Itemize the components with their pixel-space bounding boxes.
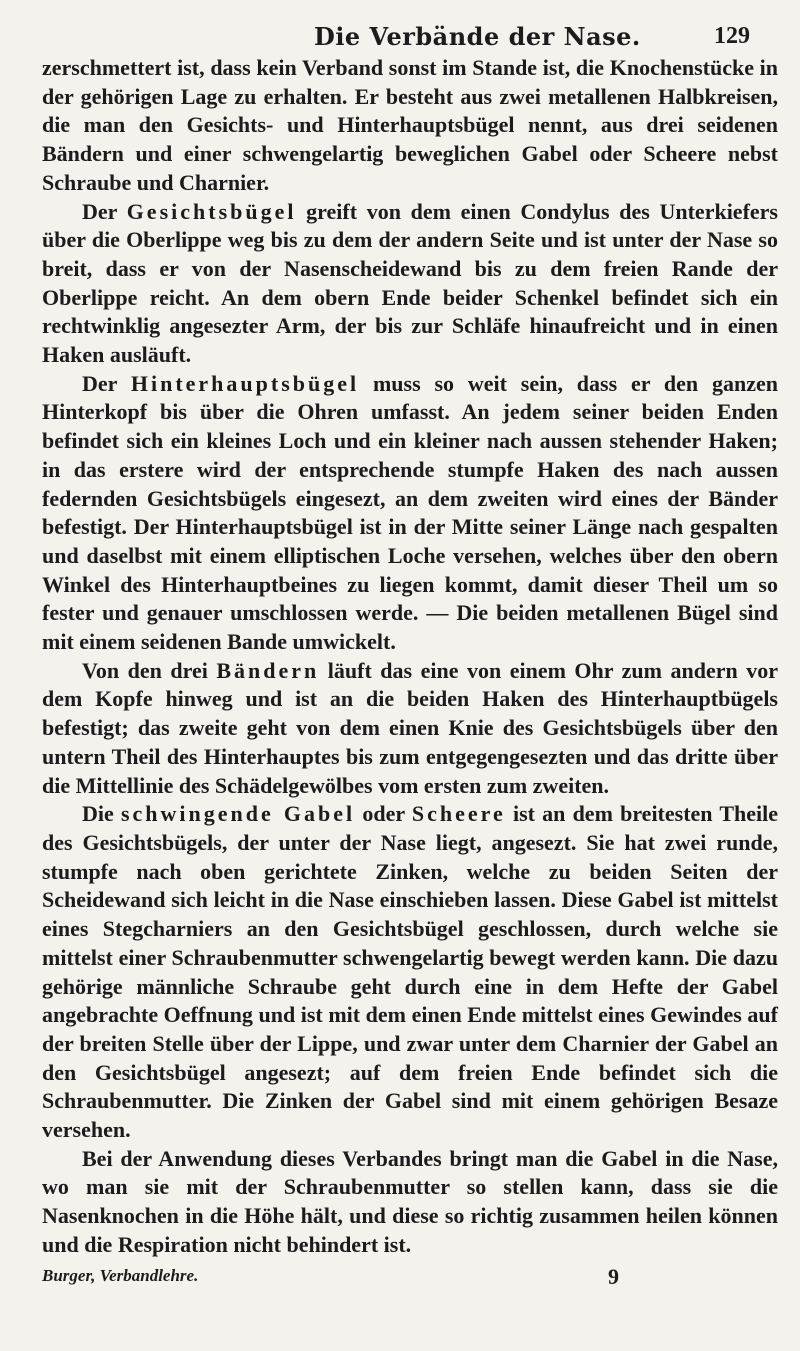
page-footer [42, 1264, 778, 1290]
paragraph-text: muss so weit sein, dass er den ganzen Hinterkopf bis über die Ohren umfasst. An jedem seiner beiden Enden befindet sich ein kleines Loch und ein kleiner nach aussen stehender Haken; in das erstere wird der entsprechende stumpfe Haken des nach aussen federnden Gesichtsbügels eingesezt, an dem zweiten wird eines der Bänder befestigt. Der Hinterhauptsbügel ist in der Mitte seiner Länge nach gespalten und daselbst mit einem elliptischen Loche versehen, welches über den obern Winkel des Hinterhauptbeines zu liegen kommt, damit dieser Theil um so fester und genauer umschlossen werde. — Die beiden metallenen Bügel sind mit einem seidenen Bande umwickelt. [42, 370, 778, 655]
term-scheere: Scheere [411, 801, 506, 827]
paragraph-5 [42, 800, 778, 1144]
paragraph-prefix: Der [82, 198, 127, 224]
paragraph-prefix: Der [82, 370, 131, 396]
paragraph-text: ist an dem breitesten Theile des Gesichtsbügels, der unter der Nase liegt, angesezt. Sie hat zwei runde, stumpfe nach oben gerichtete Zinken, welche zu beiden Seiten der Scheidewand sich leicht in die Nase einschieben lassen. Diese Gabel ist mittelst eines Stegcharniers an den Gesichtsbügel geschlossen, durch welche sie mittelst einer Schraubenmutter schwengelartig bewegt werden kann. Die dazu gehörige männliche Schraube geht durch eine in dem Hefte der Gabel angebrachte Oeffnung und ist mit dem einen Ende mittelst eines Gewindes auf der breiten Stelle über der Lippe, und zwar unter dem Charnier der Gabel an den Gesichtsbügel angesezt; auf dem freien Ende befindet sich die Schraubenmutter. Die Zinken der Gabel sind mit einem gehörigen Besaze versehen. [42, 801, 778, 1143]
paragraph-text: greift von dem einen Condylus des Unterkiefers über die Oberlippe weg bis zu dem der andern Seite und ist unter der Nase so breit, dass er von der Nasenscheidewand bis zu dem freien Rande der Oberlippe reicht. An dem obern Ende beider Schenkel befindet sich ein rechtwinklig angesezter Arm, der bis zur Schläfe hinaufreicht und in einen Haken ausläuft. [42, 198, 778, 368]
term-baender: Bändern [216, 657, 320, 683]
paragraph-2 [42, 198, 778, 370]
paragraph-prefix: Die [82, 801, 121, 827]
paragraph-text: läuft das eine von einem Ohr zum andern vor dem Kopfe hinweg und ist an die beiden Haken des Hinterhauptbügels befestigt; das zweite geht von dem einen Knie des Gesichtsbügels über den untern Theil des Hinterhauptes bis zum entgegengesezten und das dritte über die Mittellinie des Schädelgewölbes vom ersten zum zweiten. [42, 657, 778, 798]
paragraph-1 [42, 54, 778, 198]
sheet-number: 9 [608, 1263, 619, 1289]
body-text [42, 54, 778, 1260]
paragraph-3 [42, 370, 778, 657]
paragraph-prefix: Von den drei [82, 657, 217, 683]
paragraph-text: Bei der Anwendung dieses Verbandes bringt man die Gabel in die Nase, wo man sie mit der Schraubenmutter so stellen kann, dass sie die Nasenknochen in die Höhe hält, und diese so richtig zusammen heilen können und die Respiration nicht behindert ist. [42, 1145, 778, 1257]
book-page [42, 14, 778, 1290]
term-schwingende-gabel: schwingende Gabel [120, 801, 356, 827]
term-hinterhauptsbuegel: Hinterhauptsbügel [130, 370, 360, 396]
running-head [42, 14, 778, 54]
running-title: Die Verbände der Nase. [314, 22, 641, 51]
page-number: 129 [714, 23, 750, 49]
paragraph-6 [42, 1145, 778, 1260]
term-gesichtsbuegel: Gesichtsbügel [126, 198, 297, 224]
paragraph-text: zerschmettert ist, dass kein Verband sonst im Stande ist, die Knochenstücke in der gehörigen Lage zu erhalten. Er besteht aus zwei metallenen Halbkreisen, die man den Gesichts- und Hinterhauptsbügel nennt, aus drei seidenen Bändern und einer schwengelartig beweglichen Gabel oder Scheere nebst Schraube und Charnier. [42, 55, 778, 195]
signature-line: Burger, Verbandlehre. [42, 1265, 199, 1285]
paragraph-middle: oder [355, 801, 412, 827]
paragraph-4 [42, 657, 778, 801]
